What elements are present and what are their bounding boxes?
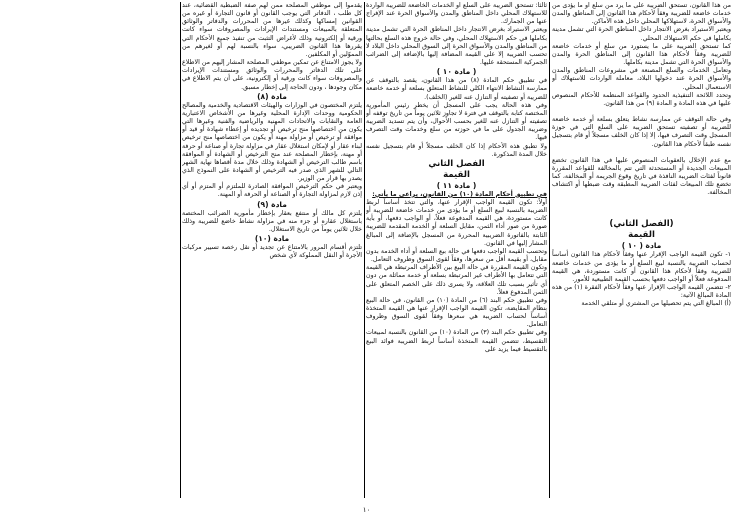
- paragraph: وتكون القيمة المقررة في حالة البيع بين الأطراف المرتبطة هي القيمة التي تتعامل بها الأطراف غير المرتبطة بسلعة أو خدمة مماثلة من دون أي تأثير بسبب تلك العلاقة، ولا يسرى ذلك على الخصم المتعلق على الثمن المدفوع فعلاً.: [366, 264, 547, 296]
- paragraph: من هذا القانون، تستحق الضريبة على ما يرد من سلع أو ما يؤدى من خدمات خاضعة للضريبة وفقاً لأحكام هذا القانون إلى المناطق والمدن والأسواق الحرة، لاستهلاكها المحلي داخل هذه الأماكن.: [552, 2, 731, 26]
- column-4: [3, 2, 178, 496]
- paragraph: وتعامل الخدمات والسلع المصنعة في مشروعات المناطق والمدن والأسواق الحرة عند دخولها البلاد، معاملة الواردات للاستهلاك أو الاستعمال المحلي.: [552, 67, 731, 91]
- article-heading: ( مادة ١٠ ): [436, 67, 477, 77]
- paragraph: ويعتبر الاستيراد بغرض الانتجار داخل المناطق الحرة التي تشمل مدينة بكاملها في حكم الاستهلاك المحلي، وفي حالة خروج هذه السلع بحالتها من المناطق والمدن والأسواق الحرة إلى السوق المحلي داخل البلاد لا تحسب الضريبة إلا على القيمة المضافة إليها بالإضافة إلى الضرائب الجمركية المستحقة عليها.: [366, 26, 547, 67]
- article-heading: مادة (٨): [257, 91, 287, 101]
- paragraph: ٢- تتضمن القيمة الواجب الإقرار عنها وفقاً لأحكام الفقرة (١) من هذه المادة المبالغ الآتية:: [552, 284, 731, 300]
- paragraph: مع عدم الإخلال بالعقوبات المنصوص عليها في هذا القانون تخضع المبيعات الجديدة أو المستحدثة التي تتم بالمخالفة للقواعد المقررة قانوناً لفئات الضريبة النافذة في تاريخ وقوع الجريمة أو المخالفة، كما تخضع تلك المبيعات لفئات الضريبة المطبقة وقت ضبطها أو اكتشاف المخالفة.: [552, 156, 731, 197]
- column-3: [182, 2, 362, 496]
- paragraph: يقدموا إلى موظفي المصلحة ممن لهم صفة الضبطية القضائية، عند كل طلب ، الدفاتر التي يوجب القانون أو قانون التجارة أو غيره من القوانين إمساكها وكذلك غيرها من المحررات والدفاتر والوثائق المتعلقة بالمبيعات ومستندات الإيرادات والمصروفات سواء كانت ورقية أو إلكترونية وذلك لأغراض التثبت من تنفيذ جميع الأحكام التي يقررها هذا القانون الضريبي، سواء بالنسبة لهم أو لغيرهم من المموّلين أو المكلفين.: [182, 2, 362, 58]
- paragraph: ويعتبر الاستيراد بغرض الانتجار داخل المناطق الحرة التي تشمل مدينة بكاملها في حكم الاستهلاك المحلي.: [552, 26, 731, 42]
- chapter-title: القيمة: [443, 169, 470, 180]
- article-heading: مادة (٩): [257, 199, 287, 209]
- paragraph: ١- تكون القيمة الواجب الإقرار عنها وفقاً لأحكام هذا القانون أساساً لحساب الضريبة بالنسبة لبيع السلع أو ما يؤدى من خدمات خاضعة للضريبة وفقاً لأحكام هذا القانون أو كانت مستوردة، هي القيمة المدفوعة فعلاً أو الواجب دفعها بحسب القيمة الطبيعية للأمور.: [552, 251, 731, 283]
- paragraph: في تطبيق حكم المادة (٨) من هذا القانون، يقصد بالتوقف عن ممارسة النشاط الانتهاء الكلي للنشاط المتعلق بسلعة أو خدمة خاضعة للضريبة أو تصفيته أو التنازل عنه للغير (الخلف).: [366, 77, 547, 101]
- paragraph: يلتزم المختصون في الوزارات والهيئات الاقتصادية والخدمية والمصالح الحكومية ووحدات الإدارة المحلية وغيرها من الأشخاص الاعتبارية العامة والنقابات والاتحادات المهنية والرياضية والفنية وغيرها التي يكون من اختصاصها منح ترخيص أو تجديده أو إعطاء شهادة أو قيد أو موافقة أو ترخيص أو مزاولة مهنة أو يكون من اختصاصها منح ترخيص لبناء عقار أو لإمكان استغلال عقار في مزاولة تجارة أو صناعة أو حرفة أو مهنة، بإخطار المصلحة عند منح الترخيص أو الشهادة أو الموافقة باسم طالب الترخيص أو الشهادة وذلك خلال مدة أقصاها نهاية الشهر التالي للشهر الذي صدر فيه الترخيص أو الشهادة على النموذج الذي يصدر بها قرار من الوزير.: [182, 101, 362, 183]
- column-divider: [180, 2, 181, 498]
- paragraph: يلتزم كل مالك أو منتفع بعقار بإخطار مأمورية الضرائب المختصة باستغلال عقاره أو جزء منه في مزاولة نشاط خاضع للضريبة وذلك خلال ثلاثين يوماً من تاريخ الاستغلال.: [182, 209, 362, 233]
- part-title: (الفصل الثاني): [609, 219, 674, 230]
- paragraph: ولا تطبق هذه الأحكام إذا كان الخلف مسجلاً أو قام بتسجيل نفسه خلال المدة المذكورة.: [366, 142, 547, 158]
- paragraph: ويعتبر في حكم الترخيص الموافقة الصادرة للملتزم أو المتزم أو أي إذن لازم لمزاولة التجارة أو الصناعة أو الحرفة أو المهنة.: [182, 183, 362, 199]
- paragraph: ثالثاً: تستحق الضريبة على السلع أو الخدمات الخاضعة للضريبة الواردة للاستهلاك المحلي داخل المناطق والمدن والأسواق الحرة عند الإفراج عنها من الجمارك.: [366, 2, 547, 26]
- paragraph: وتحدد اللائحة التنفيذية الحدود والقواعد المنظمة للأحكام المنصوص عليها في هذه المادة و المادة (٩) من هذا القانون.: [552, 91, 731, 107]
- paragraph: ولا يجوز الامتناع عن تمكين موظفي المصلحة المشار إليهم من الاطلاع على تلك الدفاتر والمحررات والوثائق ومستندات الإيرادات والمصروفات سواء كانت ورقية أو إلكترونية، على أن يتم الاطلاع في مكان وجودها ، ودون الحاجة إلى إخطار مسبق.: [182, 59, 362, 91]
- article-heading: ( مادة ١١ ): [436, 180, 477, 190]
- page-number: ١٠: [362, 506, 371, 514]
- part-title: الفصل الثاني: [428, 158, 485, 169]
- column-divider: [549, 2, 550, 498]
- column-2: [366, 2, 547, 496]
- intro-line: في تطبيق أحكام المادة (١٠) من القانون، يراعى ما يأتي:: [372, 190, 547, 198]
- paragraph: وفي تطبيق حكم البند (٣) من المادة (١٠) من القانون بالنسبة لمبيعات التقسيط، تتضمن القيمة المتخذة أساساً لربط الضريبة فوائد البيع بالتقسيط فيما يزيد على: [366, 329, 547, 353]
- paragraph: كما تستحق الضريبة على ما يستورد من سلع أو خدمات خاضعة للضريبة وفقاً لأحكام هذا القانون إلى المناطق الحرة والمدن والأسواق الحرة التي تشمل مدينة بكاملها.: [552, 42, 731, 67]
- paragraph: وفي تطبيق حكم البند (٦) من المادة (١٠) من القانون، في حالة البيع بنظام المقايضة، تكون القيمة الواجب الإقرار عنها هي القيمة المتخذة أساساً لحساب الضريبة هي سعرها وفقاً لقوى السوق وظروف التعامل.: [366, 296, 547, 329]
- column-1: [552, 2, 731, 496]
- chapter-title: القيمة: [628, 230, 655, 241]
- paragraph: أولاً: تكون القيمة الواجب الإقرار عنها، والتي تتخذ أساساً لربط الضريبة بالنسبة لبيع السلع أو ما يؤدى من خدمات خاضعة للضريبة أو كانت مستوردة، هي القيمة المدفوعة فعلاً، أو الواجب دفعها، أو بأية صورة من صور أداء الثمن، مقابل السلعة أو الخدمة المقدمة للضريبة الثابتة بالفاتورة الضريبية المحررة من المسجل بالإضافة إلى المبالغ المشار إليها في القانون.: [366, 198, 547, 247]
- paragraph: تلتزم أقسام المرور بالامتناع عن تجديد أو نقل رخصة تسيير مركبات الأجرة أو النقل المملوكة لأي شخص: [182, 244, 362, 260]
- paragraph: وتحسب القيمة الواجب دفعها في حالة بيع السلعة أو أداء الخدمة بدون مقابل، أو بقيمة أقل من سعرها، وفقاً لقوى السوق وظروف التعامل.: [366, 247, 547, 264]
- paragraph: وفي حالة التوقف عن ممارسة نشاط يتعلق بسلعة أو خدمة خاضعة للضريبة أو تصفيته تستحق الضريبة على السلع التي في حوزة المسجل وقت التصرف فيها، إلا إذا كان الخلف مسجلاً أو قام بتسجيل نفسه طبقاً لأحكام هذا القانون.: [552, 116, 731, 148]
- paragraph: وفي هذه الحالة يجب على المسجل أن يخطر رئيس المأمورية المختصة كتابة بالتوقف في فترة لا تجاوز ثلاثين يوماً من تاريخ توقفه أو تصفيته أو التنازل عنه للغير بحسب الأحوال، وأن يتم تسديد الضريبة وضريبة الجدول على ما في حوزته من سلع وخدمات وقت التصرف فيها.: [366, 101, 547, 142]
- article-heading: مادة (١٠): [254, 234, 290, 244]
- column-divider: [364, 2, 365, 498]
- paragraph: (أ) المبالغ التي يتم تحصيلها من المشتري أو متلقي الخدمة: [581, 300, 731, 308]
- article-heading: مادة ( ١٠ ): [621, 241, 662, 251]
